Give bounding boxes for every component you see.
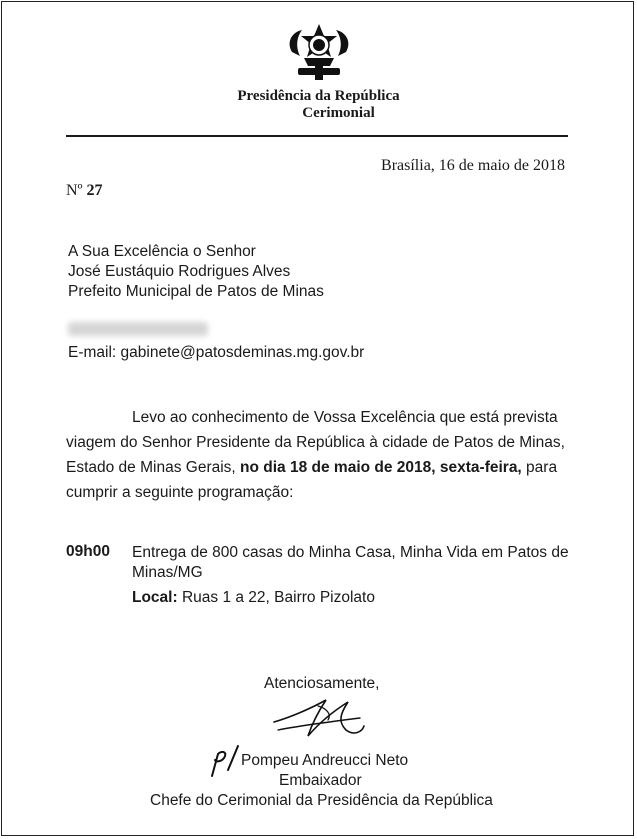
recipient-name: José Eustáquio Rodrigues Alves — [68, 263, 291, 280]
schedule-event-line-2: Minas/MG — [132, 564, 203, 581]
coat-of-arms-emblem — [284, 22, 354, 84]
recipient-email: E-mail: gabinete@patosdeminas.mg.gov.br — [68, 344, 365, 361]
body-line-1: Levo ao conhecimento de Vossa Excelência que está prevista — [132, 409, 558, 426]
schedule-time: 09h00 — [66, 543, 110, 560]
place-date: Brasília, 16 de maio de 2018 — [381, 157, 565, 174]
closing-salutation: Atenciosamente, — [264, 675, 380, 692]
letter-number — [66, 182, 103, 200]
body-line-2: viagem do Senhor Presidente da República à cidade de Patos de Minas, — [66, 434, 565, 451]
handwritten-signature — [268, 692, 368, 740]
body-paragraph — [66, 405, 572, 505]
letter-number-prefix: Nº — [66, 182, 83, 199]
recipient-title: Prefeito Municipal de Patos de Minas — [68, 283, 324, 300]
location-value: Ruas 1 a 22, Bairro Pizolato — [177, 589, 375, 606]
body-line-3 — [66, 455, 572, 480]
recipient-salutation: A Sua Excelência o Senhor — [68, 243, 256, 260]
redacted-phone — [68, 322, 208, 336]
header-subtitle: Cerimonial — [302, 105, 375, 121]
header-title: Presidência da República — [237, 88, 400, 104]
signatory-title: Embaixador — [279, 772, 362, 789]
letter-number-value: 27 — [86, 182, 103, 199]
body-line-3c: para — [521, 459, 558, 476]
body-date-highlight: no dia 18 de maio de 2018, sexta-feira, — [240, 459, 522, 476]
schedule-location — [132, 589, 375, 607]
header-divider — [66, 135, 568, 137]
signatory-department: Chefe do Cerimonial da Presidência da República — [150, 792, 493, 809]
schedule-event — [132, 543, 574, 583]
per-procurationem-mark — [206, 742, 242, 778]
schedule-event-line-1: Entrega de 800 casas do Minha Casa, Minha Vida em Patos de — [132, 544, 569, 561]
location-label: Local: — [132, 589, 178, 606]
body-line-4: cumprir a seguinte programação: — [66, 484, 294, 501]
signatory-name: Pompeu Andreucci Neto — [241, 752, 409, 769]
body-line-3a: Estado de Minas Gerais, — [66, 459, 241, 476]
